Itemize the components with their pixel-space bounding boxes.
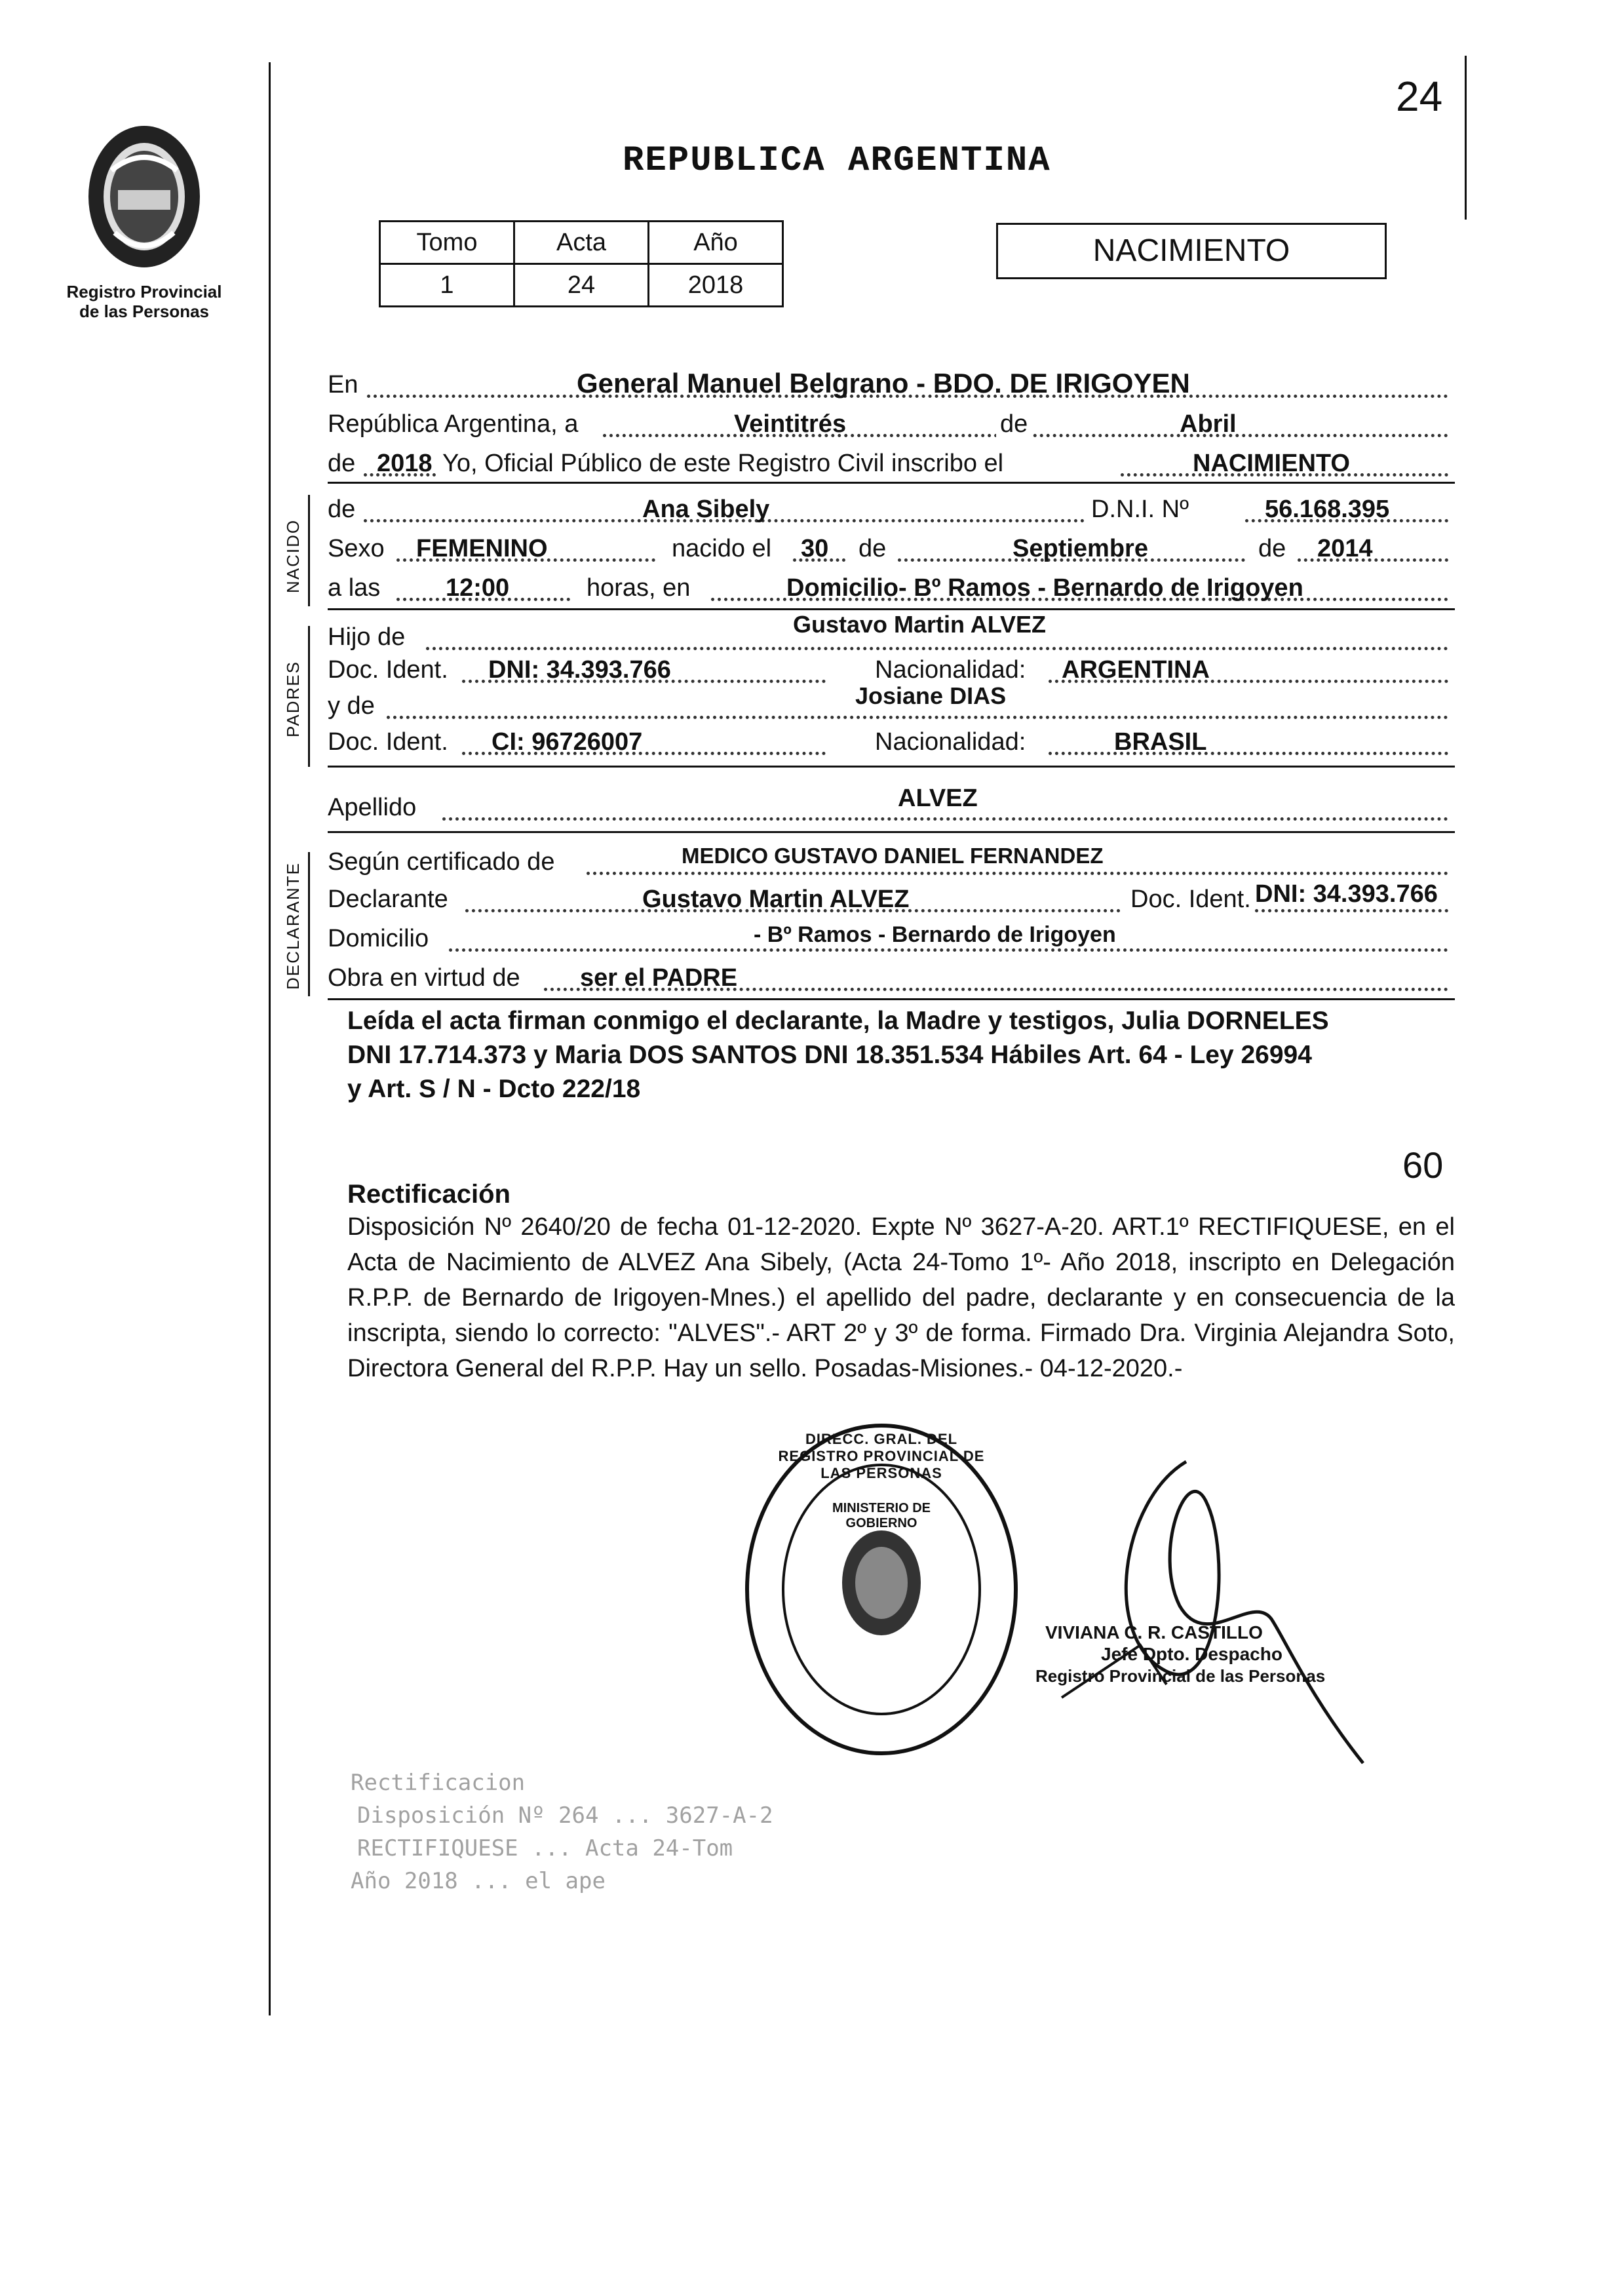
relation-value: ser el PADRE (580, 964, 738, 992)
reference-table (379, 220, 784, 307)
seal-inner-text: MINISTERIO DE GOBIERNO (832, 1501, 931, 1530)
birth-month: Septiembre (1013, 535, 1148, 562)
label-declarante: DECLARANTE (283, 862, 303, 990)
margin-number: 60 (1402, 1144, 1444, 1186)
signatory-name: VIVIANA C. R. CASTILLO (1045, 1622, 1263, 1643)
child-name-row: de Ana Sibely D.N.I. Nº 56.168.395 (328, 488, 1455, 528)
registry-logo (79, 118, 210, 275)
padres-bracket (308, 626, 310, 767)
header-tomo: Tomo (380, 222, 514, 264)
section-divider (328, 766, 1455, 768)
mother-name: Josiane DIAS (855, 682, 1007, 709)
signatory-office: Registro Provincial de las Personas (1035, 1666, 1326, 1686)
declarant-name: Gustavo Martin ALVEZ (642, 885, 910, 913)
signatory-role: Jefe Dpto. Despacho (1101, 1644, 1282, 1664)
record-type-box: NACIMIENTO (996, 223, 1387, 279)
signature-block (1022, 1422, 1416, 1789)
section-divider (328, 482, 1455, 484)
bleed-through-line: RECTIFIQUESE ... Acta 24-Tom (357, 1835, 733, 1861)
rectification-body: Disposición Nº 2640/20 de fecha 01-12-2020. Expte Nº 3627-A-20. ART.1º RECTIFIQUESE, en el Acta de Nacimiento de ALVEZ Ana Sibely, (Acta 24-Tomo 1º- Año 2018, inscripto en Delegación R.P.P. de Bernardo de Irigoyen-Mnes.) el apellido del padre, declarante y en consecuencia de la inscripta, siendo lo correcto: "ALVES".- ART 2º y 3º de forma. Firmado Dra. Virginia Alejandra Soto, Directora General del R.P.P. Hay un sello. Posadas-Misiones.- 04-12-2020.- (347, 1213, 1455, 1382)
birth-year: 2014 (1317, 535, 1373, 562)
date-month: Abril (1180, 410, 1237, 438)
rectification-title: Rectificación (347, 1180, 511, 1209)
closing-text: Leída el acta firman conmigo el declarante, la Madre y testigos, Julia DORNELES DNI 17.714.373 y Maria DOS SANTOS DNI 18.351.534 Hábiles Art. 64 - Ley 26994 y Art. S / N - Dcto 222/18 (347, 1007, 1329, 1103)
surname-value: ALVEZ (898, 785, 978, 812)
act-type: NACIMIENTO (1193, 450, 1350, 477)
declarant-row: Declarante Gustavo Martin ALVEZ Doc. Ident. DNI: 34.393.766 (328, 878, 1455, 918)
year-row: de 2018 Yo, Oficial Público de este Registro Civil inscribo el NACIMIENTO (328, 442, 1455, 482)
section-divider (328, 998, 1455, 1000)
bleed-through-line: Año 2018 ... el ape (351, 1868, 606, 1894)
official-seal (737, 1419, 1026, 1760)
father-nationality: ARGENTINA (1062, 656, 1210, 684)
bleed-through-line: Disposición Nº 264 ... 3627-A-2 (357, 1802, 773, 1829)
father-row: Hijo de Gustavo Martin ALVEZ (328, 616, 1455, 655)
relation-row: Obra en virtud de ser el PADRE (328, 957, 1455, 996)
father-doc: DNI: 34.393.766 (488, 656, 671, 684)
place-value: General Manuel Belgrano - BDO. DE IRIGOYEN (577, 368, 1190, 399)
birth-time: 12:00 (446, 574, 510, 602)
father-doc-row: Doc. Ident. DNI: 34.393.766 Nacionalidad: ARGENTINA (328, 649, 1455, 688)
date-row: República Argentina, a Veintitrés de Abril (328, 403, 1455, 442)
certificate-row: Según certificado de MEDICO GUSTAVO DANIEL FERNANDEZ (328, 841, 1455, 880)
mother-row: y de Josiane DIAS (328, 685, 1455, 724)
section-divider (328, 831, 1455, 833)
mother-doc: CI: 96726007 (492, 728, 643, 756)
registry-name: Registro Provincial de las Personas (66, 282, 222, 321)
declarante-bracket (308, 852, 310, 996)
document-title: REPUBLICA ARGENTINA (623, 141, 1051, 181)
value-acta: 24 (514, 264, 649, 307)
sex-birth-row: Sexo FEMENINO nacido el 30 de Septiembre de 2014 (328, 528, 1455, 567)
child-name: Ana Sibely (642, 496, 770, 523)
declarant-doc: DNI: 34.393.766 (1255, 880, 1438, 908)
child-sex: FEMENINO (416, 535, 548, 562)
mother-doc-row: Doc. Ident. CI: 96726007 Nacionalidad: BRASIL (328, 721, 1455, 760)
right-margin-rule (1465, 56, 1467, 220)
signature-scribble-icon (1022, 1422, 1416, 1789)
certificate-value: MEDICO GUSTAVO DANIEL FERNANDEZ (682, 844, 1104, 868)
seal-ring-text: DIRECC. GRAL. DEL REGISTRO PROVINCIAL DE LAS PERSONAS (778, 1431, 985, 1481)
year-value: 2018 (377, 450, 433, 477)
misiones-shield-icon (79, 118, 210, 275)
value-tomo: 1 (380, 264, 514, 307)
header-ano: Año (649, 222, 783, 264)
surname-row: Apellido ALVEZ (328, 787, 1455, 826)
child-dni: 56.168.395 (1265, 496, 1390, 523)
page-number: 24 (1396, 73, 1443, 120)
label-padres: PADRES (283, 661, 303, 737)
time-place-row: a las 12:00 horas, en Domicilio- Bº Ramos - Bernardo de Irigoyen (328, 567, 1455, 606)
left-margin-rule (269, 62, 271, 2015)
value-ano: 2018 (649, 264, 783, 307)
mother-nationality: BRASIL (1114, 728, 1207, 756)
nacido-bracket (308, 495, 310, 606)
label-nacido: NACIDO (283, 518, 303, 593)
birth-place: Domicilio- Bº Ramos - Bernardo de Irigoyen (786, 574, 1303, 602)
father-name: Gustavo Martin ALVEZ (793, 611, 1047, 638)
bleed-through-line: Rectificacion (351, 1770, 526, 1796)
place-row: En General Manuel Belgrano - BDO. DE IRIGOYEN (328, 364, 1455, 403)
address-value: - Bº Ramos - Bernardo de Irigoyen (754, 922, 1116, 947)
address-row: Domicilio - Bº Ramos - Bernardo de Irigoyen (328, 918, 1455, 957)
section-divider (328, 608, 1455, 610)
header-acta: Acta (514, 222, 649, 264)
date-day: Veintitrés (734, 410, 847, 438)
birth-day: 30 (801, 535, 829, 562)
